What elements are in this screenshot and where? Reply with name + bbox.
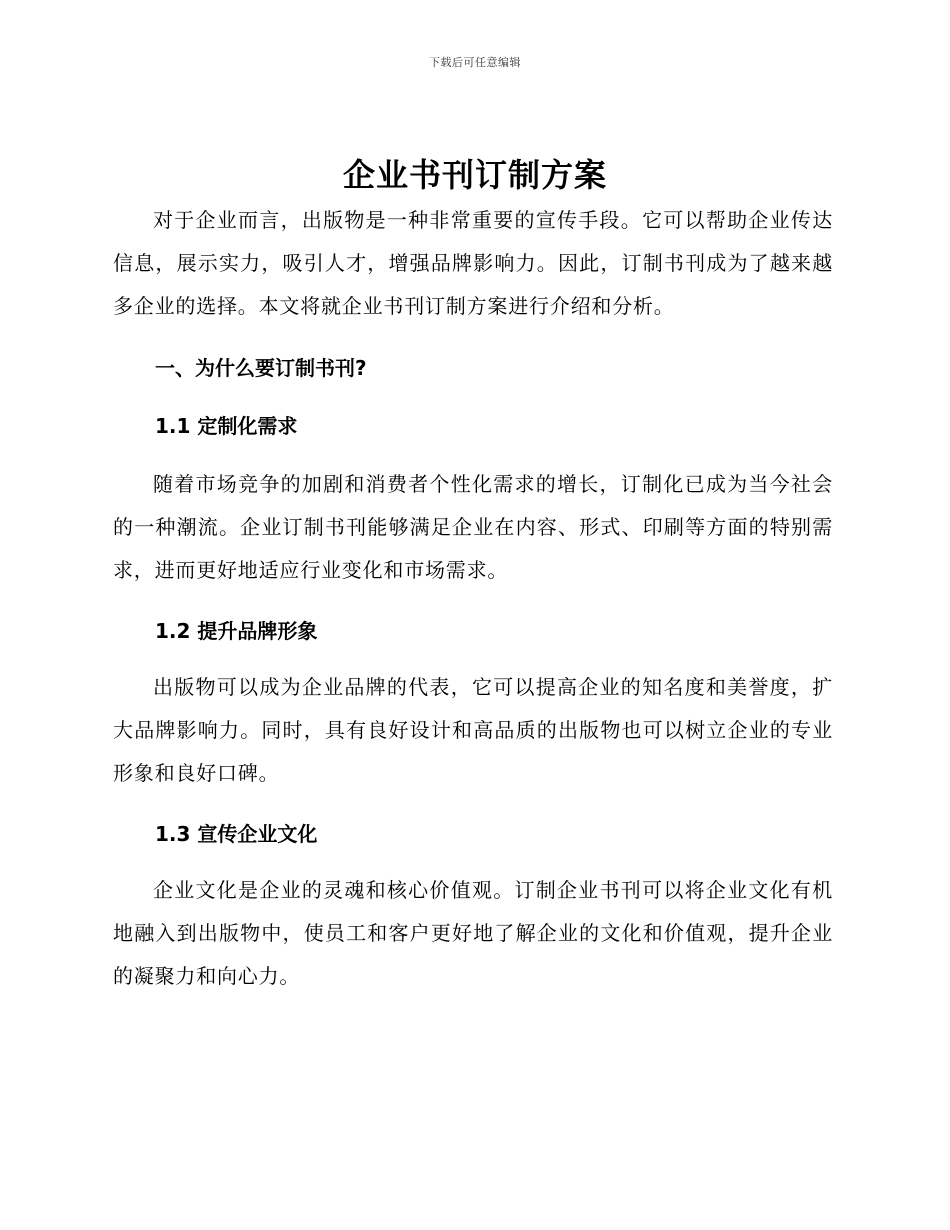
customization-paragraph: 随着市场竞争的加剧和消费者个性化需求的增长，订制化已成为当今社会的一种潮流。企业订制书刊能够满足企业在内容、形式、印刷等方面的特别需求，进而更好地适应行业变化和市场需求。 — [113, 472, 833, 582]
brand-image-paragraph: 出版物可以成为企业品牌的代表，它可以提高企业的知名度和美誉度，扩大品牌影响力。同时，具有良好设计和高品质的出版物也可以树立企业的专业形象和良好口碑。 — [113, 675, 833, 785]
intro-paragraph: 对于企业而言，出版物是一种非常重要的宣传手段。它可以帮助企业传达信息，展示实力，吸引人才，增强品牌影响力。因此，订制书刊成为了越来越多企业的选择。本文将就企业书刊订制方案进行介绍和分析。 — [113, 208, 833, 318]
subsection-heading-customization: 1.1 定制化需求 — [155, 414, 298, 438]
section-heading-why: 一、为什么要订制书刊? — [155, 356, 367, 380]
document-title: 企业书刊订制方案 — [342, 156, 607, 194]
corporate-culture-paragraph: 企业文化是企业的灵魂和核心价值观。订制企业书刊可以将企业文化有机地融入到出版物中，使员工和客户更好地了解企业的文化和价值观，提升企业的凝聚力和向心力。 — [113, 878, 833, 988]
subsection-heading-corporate-culture: 1.3 宣传企业文化 — [155, 822, 318, 846]
subsection-heading-brand-image: 1.2 提升品牌形象 — [155, 619, 318, 643]
page-header-note: 下载后可任意编辑 — [429, 56, 521, 69]
